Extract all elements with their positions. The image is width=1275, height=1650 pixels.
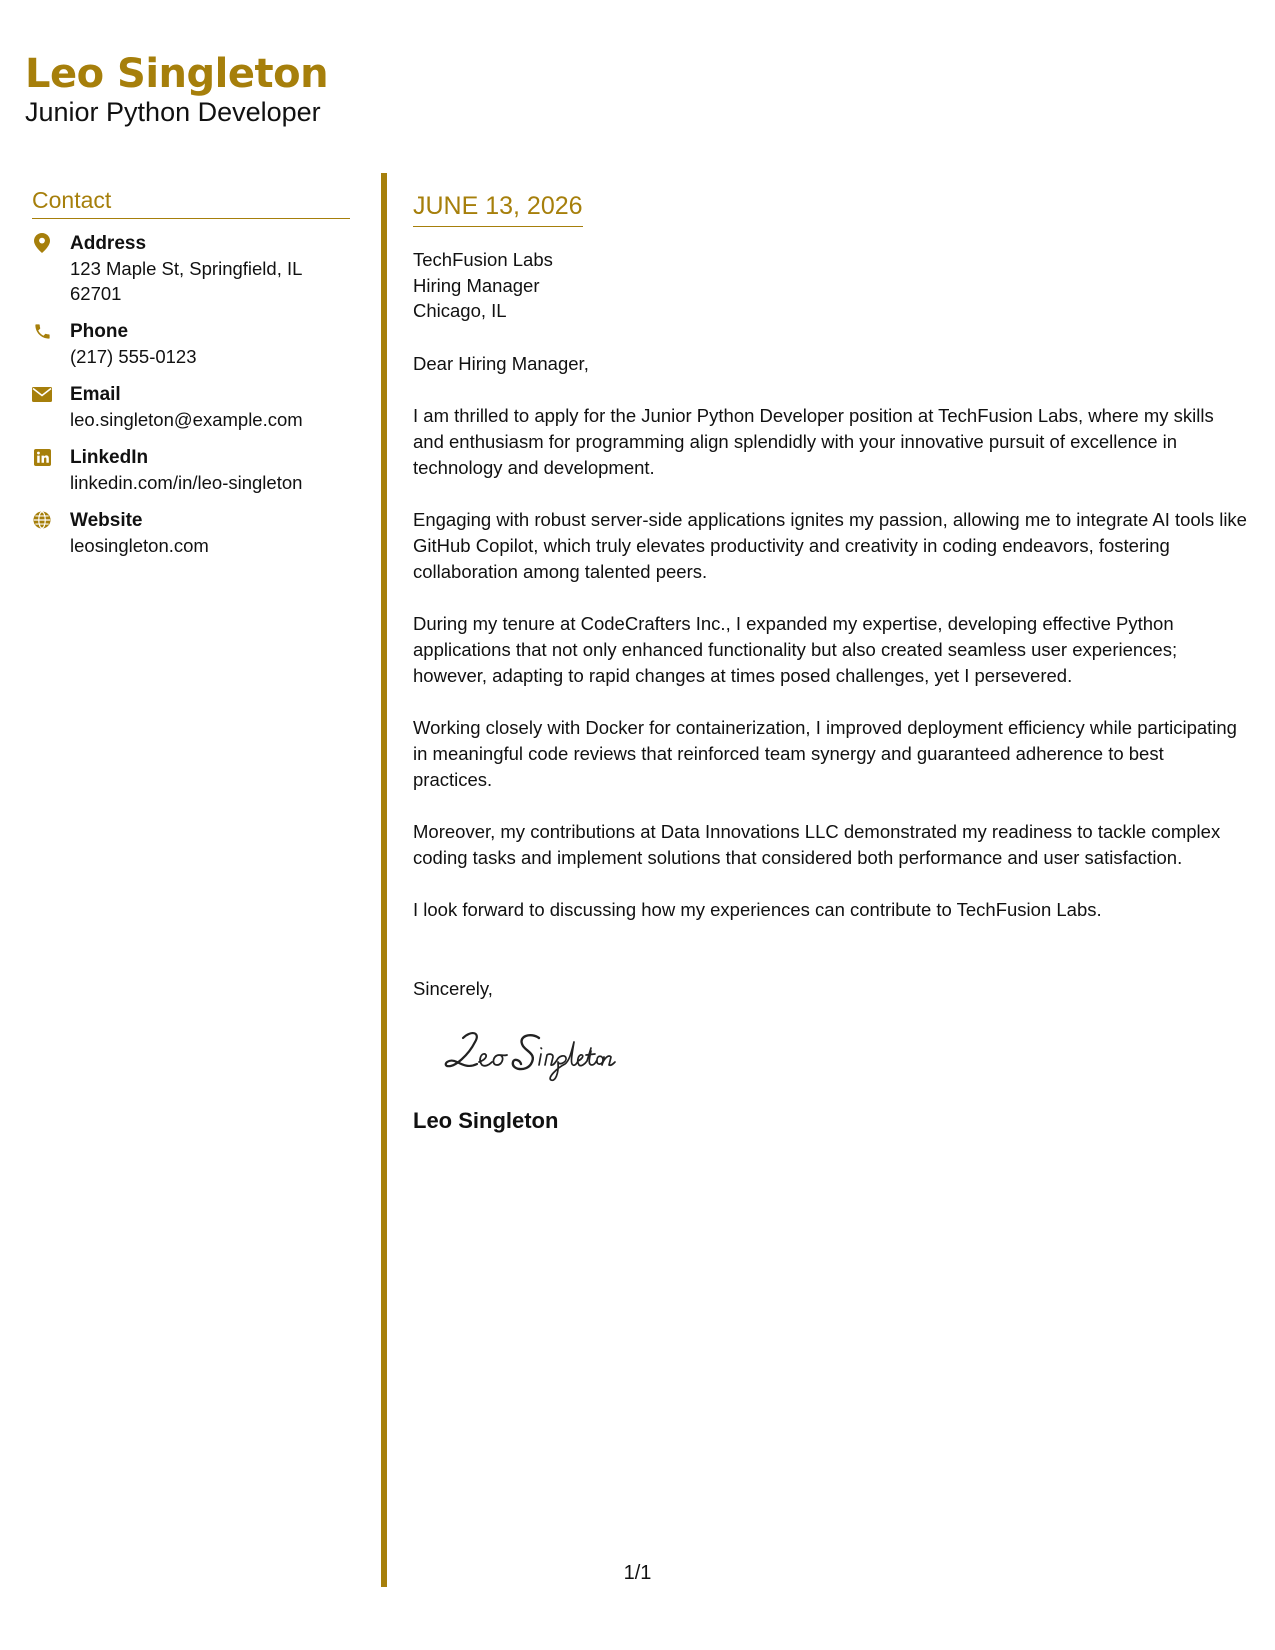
handwritten-signature	[441, 1024, 701, 1084]
envelope-icon	[32, 383, 52, 405]
page-number: 1/1	[623, 1562, 652, 1584]
column-divider	[381, 173, 387, 1587]
contact-list	[32, 231, 350, 558]
letter-date: JUNE 13, 2026	[413, 190, 583, 227]
salutation: Dear Hiring Manager,	[413, 352, 589, 374]
contact-label: Phone	[70, 321, 129, 342]
recipient-company: TechFusion Labs	[413, 249, 553, 270]
phone-value: (217) 555-0123	[70, 346, 197, 367]
closing: Sincerely,	[413, 977, 493, 999]
contact-label: Website	[70, 510, 143, 531]
paragraph: Moreover, my contributions at Data Innovations LLC demonstrated my readiness to tackle complex coding tasks and implement solutions that considered both performance and user satisfaction.	[413, 820, 1221, 868]
recipient-location: Chicago, IL	[413, 300, 507, 321]
contact-sidebar	[32, 186, 350, 571]
paragraph: I look forward to discussing how my experiences can contribute to TechFusion Labs.	[413, 898, 1102, 920]
contact-item-phone	[32, 319, 350, 369]
paragraph: I am thrilled to apply for the Junior Python Developer position at TechFusion Labs, where my skills and enthusiasm for programming align splendidly with your innovative pursuit of excellence in technology and development.	[413, 404, 1214, 478]
signer-name: Leo Singleton	[413, 1107, 559, 1133]
linkedin-icon	[32, 446, 52, 468]
paragraph: Engaging with robust server-side applications ignites my passion, allowing me to integrate AI tools like GitHub Copilot, which truly elevates productivity and creativity in coding endeavors, fostering collaboration among talented peers.	[413, 508, 1247, 582]
globe-icon	[32, 509, 52, 531]
contact-item-address	[32, 231, 350, 306]
contact-item-website	[32, 508, 350, 558]
website-value[interactable]: leosingleton.com	[70, 535, 209, 556]
contact-item-email	[32, 382, 350, 432]
paragraph: During my tenure at CodeCrafters Inc., I expanded my expertise, developing effective Python applications that not only enhanced functionality but also created seamless user experiences; however, adapting to rapid changes at times posed challenges, yet I persevered.	[413, 612, 1178, 686]
recipient-title: Hiring Manager	[413, 274, 540, 296]
contact-label: LinkedIn	[70, 447, 149, 468]
job-title: Junior Python Developer	[25, 97, 321, 127]
phone-icon	[32, 320, 52, 342]
address-value: 123 Maple St, Springfield, IL 62701	[70, 258, 302, 304]
contact-label: Address	[70, 233, 147, 254]
recipient-block	[413, 247, 1248, 324]
email-value[interactable]: leo.singleton@example.com	[70, 409, 303, 430]
paragraph: Working closely with Docker for containerization, I improved deployment efficiency while participating in meaningful code reviews that reinforced team synergy and guaranteed adherence to best practices.	[413, 716, 1237, 790]
linkedin-value[interactable]: linkedin.com/in/leo-singleton	[70, 472, 303, 493]
contact-label: Email	[70, 384, 121, 405]
contact-heading: Contact	[32, 186, 350, 219]
letter-body	[413, 190, 1248, 1135]
candidate-name: Leo Singleton	[25, 51, 329, 97]
contact-item-linkedin	[32, 445, 350, 495]
header	[25, 50, 328, 128]
map-pin-icon	[32, 232, 52, 254]
